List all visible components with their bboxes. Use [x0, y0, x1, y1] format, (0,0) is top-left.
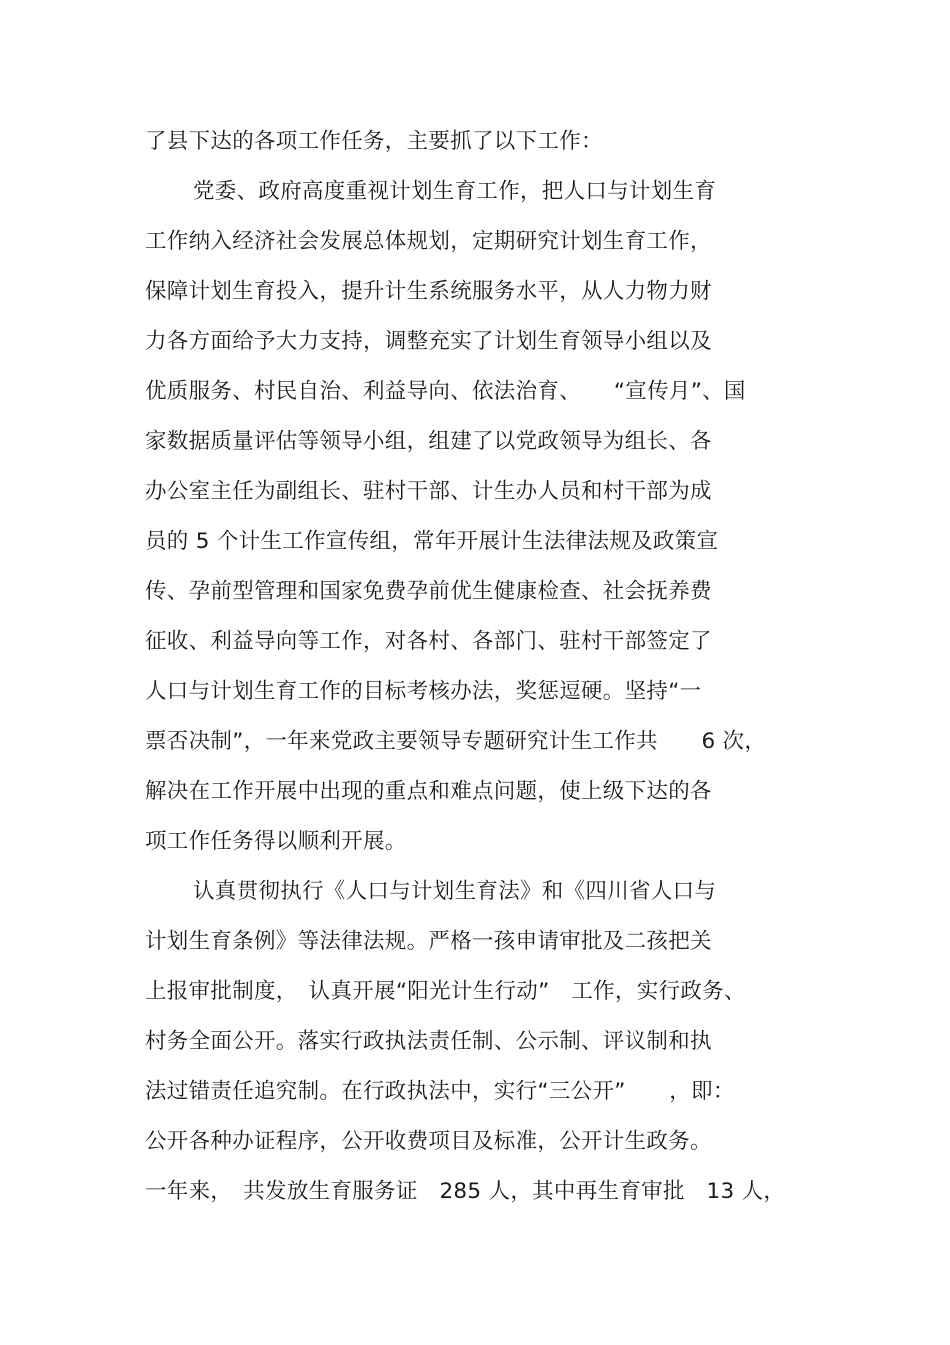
text-line: 法过错责任追究制。在行政执法中，实行“三公开” ，即： — [145, 1079, 735, 1104]
text-line: 项工作任务得以顺利开展。 — [145, 829, 407, 854]
text-line: 优质服务、村民自治、利益导向、依法治育、 “宣传月”、国 — [145, 379, 746, 404]
text-line: 人口与计划生育工作的目标考核办法，奖惩逗硬。坚持“一 — [145, 679, 702, 704]
text-line: 计划生育条例》等法律法规。严格一孩申请审批及二孩把关 — [145, 929, 712, 954]
paragraph-first-line: 党委、政府高度重视计划生育工作，把人口与计划生育 — [193, 179, 717, 204]
text-line: 村务全面公开。落实行政执法责任制、公示制、评议制和执 — [145, 1029, 712, 1054]
text-line: 票否决制”，一年来党政主要领导专题研究计生工作共 6 次， — [145, 729, 767, 754]
text-line: 了县下达的各项工作任务，主要抓了以下工作： — [145, 129, 603, 154]
text-line: 公开各种办证程序，公开收费项目及标准，公开计生政务。 — [145, 1129, 712, 1154]
text-line: 解决在工作开展中出现的重点和难点问题，使上级下达的各 — [145, 779, 712, 804]
text-line: 员的 5 个计生工作宣传组，常年开展计生法律法规及政策宣 — [145, 529, 719, 554]
text-line: 征收、利益导向等工作，对各村、各部门、驻村干部签定了 — [145, 629, 712, 654]
text-line: 保障计划生育投入，提升计生系统服务水平，从人力物力财 — [145, 279, 712, 304]
text-line: 上报审批制度， 认真开展“阳光计生行动” 工作，实行政务、 — [145, 979, 746, 1004]
paragraph-first-line: 认真贯彻执行《人口与计划生育法》和《四川省人口与 — [193, 879, 717, 904]
text-line: 一年来， 共发放生育服务证 285 人，其中再生育审批 13 人， — [145, 1179, 786, 1204]
text-line: 力各方面给予大力支持，调整充实了计划生育领导小组以及 — [145, 329, 712, 354]
text-line: 工作纳入经济社会发展总体规划，定期研究计划生育工作， — [145, 229, 712, 254]
text-line: 家数据质量评估等领导小组，组建了以党政领导为组长、各 — [145, 429, 712, 454]
text-line: 办公室主任为副组长、驻村干部、计生办人员和村干部为成 — [145, 479, 712, 504]
text-line: 传、孕前型管理和国家免费孕前优生健康检查、社会抚养费 — [145, 579, 712, 604]
